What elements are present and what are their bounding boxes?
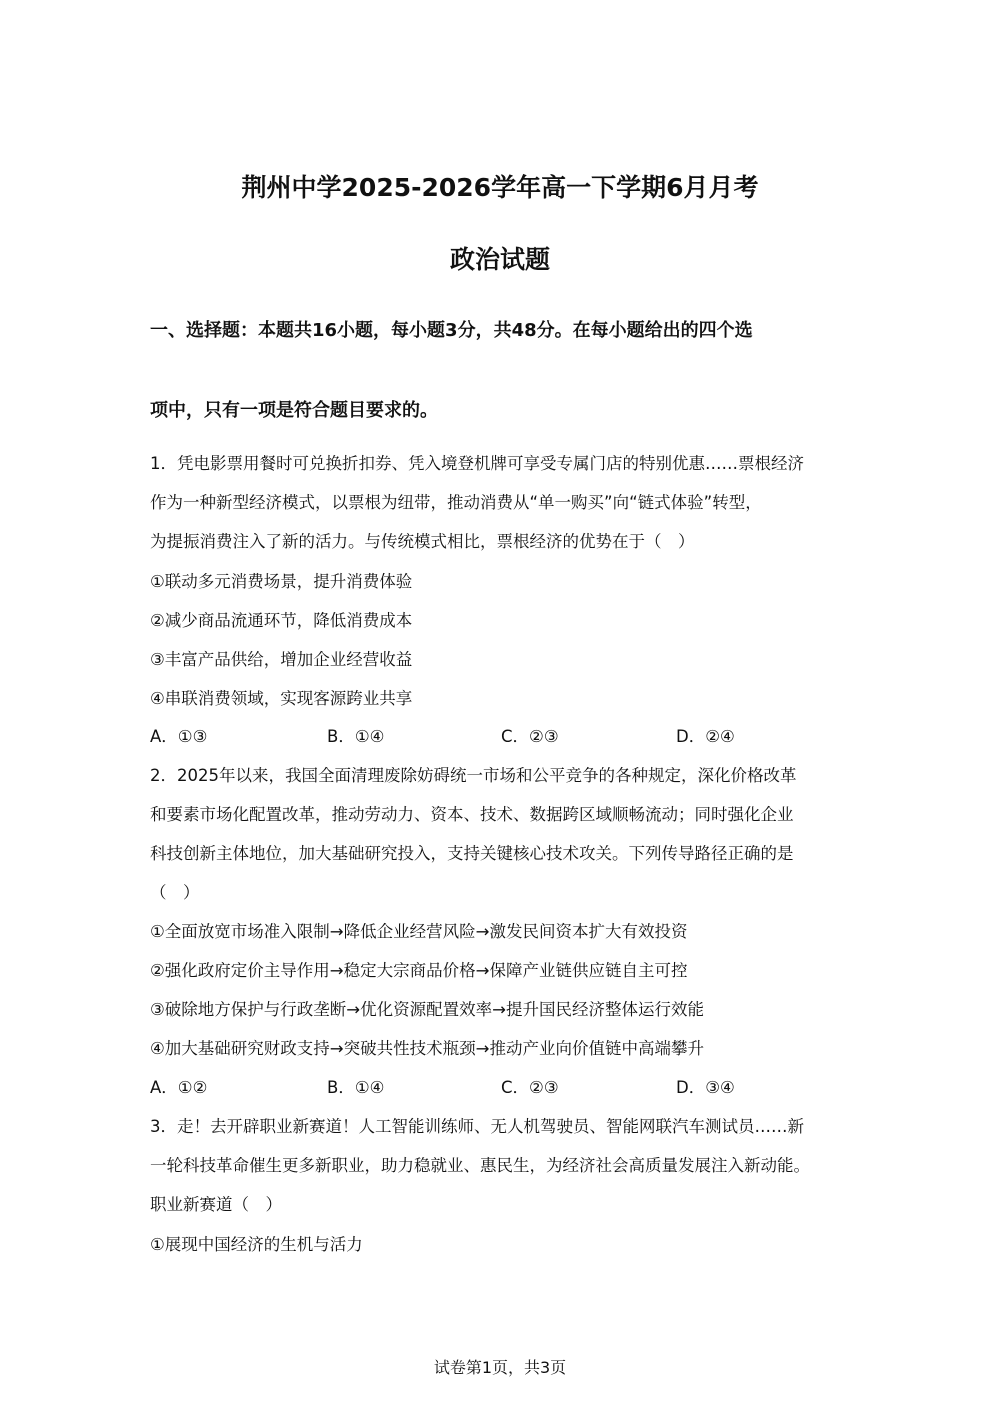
q2-stem-line: 科技创新主体地位，加大基础研究投入，支持关键核心技术攻关。下列传导路径正确的是 xyxy=(150,844,794,863)
exam-subtitle: 政治试题 xyxy=(449,245,550,274)
q1-item: ①联动多元消费场景，提升消费体验 xyxy=(150,572,413,591)
q2-item: ①全面放宽市场准入限制→降低企业经营风险→激发民间资本扩大有效投资 xyxy=(150,922,688,941)
q2-option-b: B．①④ xyxy=(327,1078,385,1097)
q1-item: ④串联消费领域，实现客源跨业共享 xyxy=(150,689,413,708)
q2-option-a: A．①② xyxy=(150,1078,208,1097)
q3-stem-line: 一轮科技革命催生更多新职业，助力稳就业、惠民生，为经济社会高质量发展注入新动能。 xyxy=(150,1156,810,1175)
q2-stem-line: 和要素市场化配置改革，推动劳动力、资本、技术、数据跨区域顺畅流动；同时强化企业 xyxy=(150,805,794,824)
q1-item: ②减少商品流通环节，降低消费成本 xyxy=(150,611,413,630)
q2-item: ④加大基础研究财政支持→突破共性技术瓶颈→推动产业向价值链中高端攀升 xyxy=(150,1039,704,1058)
page-footer: 试卷第1页，共3页 xyxy=(433,1358,567,1377)
q2-item: ③破除地方保护与行政垄断→优化资源配置效率→提升国民经济整体运行效能 xyxy=(150,1000,704,1019)
section-heading-line-2: 项中，只有一项是符合题目要求的。 xyxy=(150,400,438,421)
q3-stem-line: 职业新赛道（ ） xyxy=(150,1195,282,1214)
q1-option-b: B．①④ xyxy=(327,727,385,746)
q1-stem-line: 作为一种新型经济模式，以票根为纽带，推动消费从“单一购买”向“链式体验”转型， xyxy=(150,493,762,512)
q3-stem-line: 3．走！去开辟职业新赛道！人工智能训练师、无人机驾驶员、智能网联汽车测试员……新 xyxy=(150,1117,804,1136)
q2-option-c: C．②③ xyxy=(501,1078,559,1097)
section-heading-line-1: 一、选择题：本题共16小题，每小题3分，共48分。在每小题给出的四个选 xyxy=(150,320,753,341)
q2-stem-line: （ ） xyxy=(150,883,200,902)
q2-item: ②强化政府定价主导作用→稳定大宗商品价格→保障产业链供应链自主可控 xyxy=(150,961,688,980)
q1-item: ③丰富产品供给，增加企业经营收益 xyxy=(150,650,413,669)
q3-item: ①展现中国经济的生机与活力 xyxy=(150,1235,363,1254)
q1-option-c: C．②③ xyxy=(501,727,559,746)
q1-option-d: D．②④ xyxy=(676,727,735,746)
q2-option-d: D．③④ xyxy=(676,1078,735,1097)
q1-stem-line: 1．凭电影票用餐时可兑换折扣券、凭入境登机牌可享受专属门店的特别优惠……票根经济 xyxy=(150,454,804,473)
exam-title: 荆州中学2025-2026学年高一下学期6月月考 xyxy=(241,173,759,202)
q2-stem-line: 2．2025年以来，我国全面清理废除妨碍统一市场和公平竞争的各种规定，深化价格改革 xyxy=(150,766,797,785)
q1-option-a: A．①③ xyxy=(150,727,208,746)
q1-stem-line: 为提振消费注入了新的活力。与传统模式相比，票根经济的优势在于（ ） xyxy=(150,532,695,551)
